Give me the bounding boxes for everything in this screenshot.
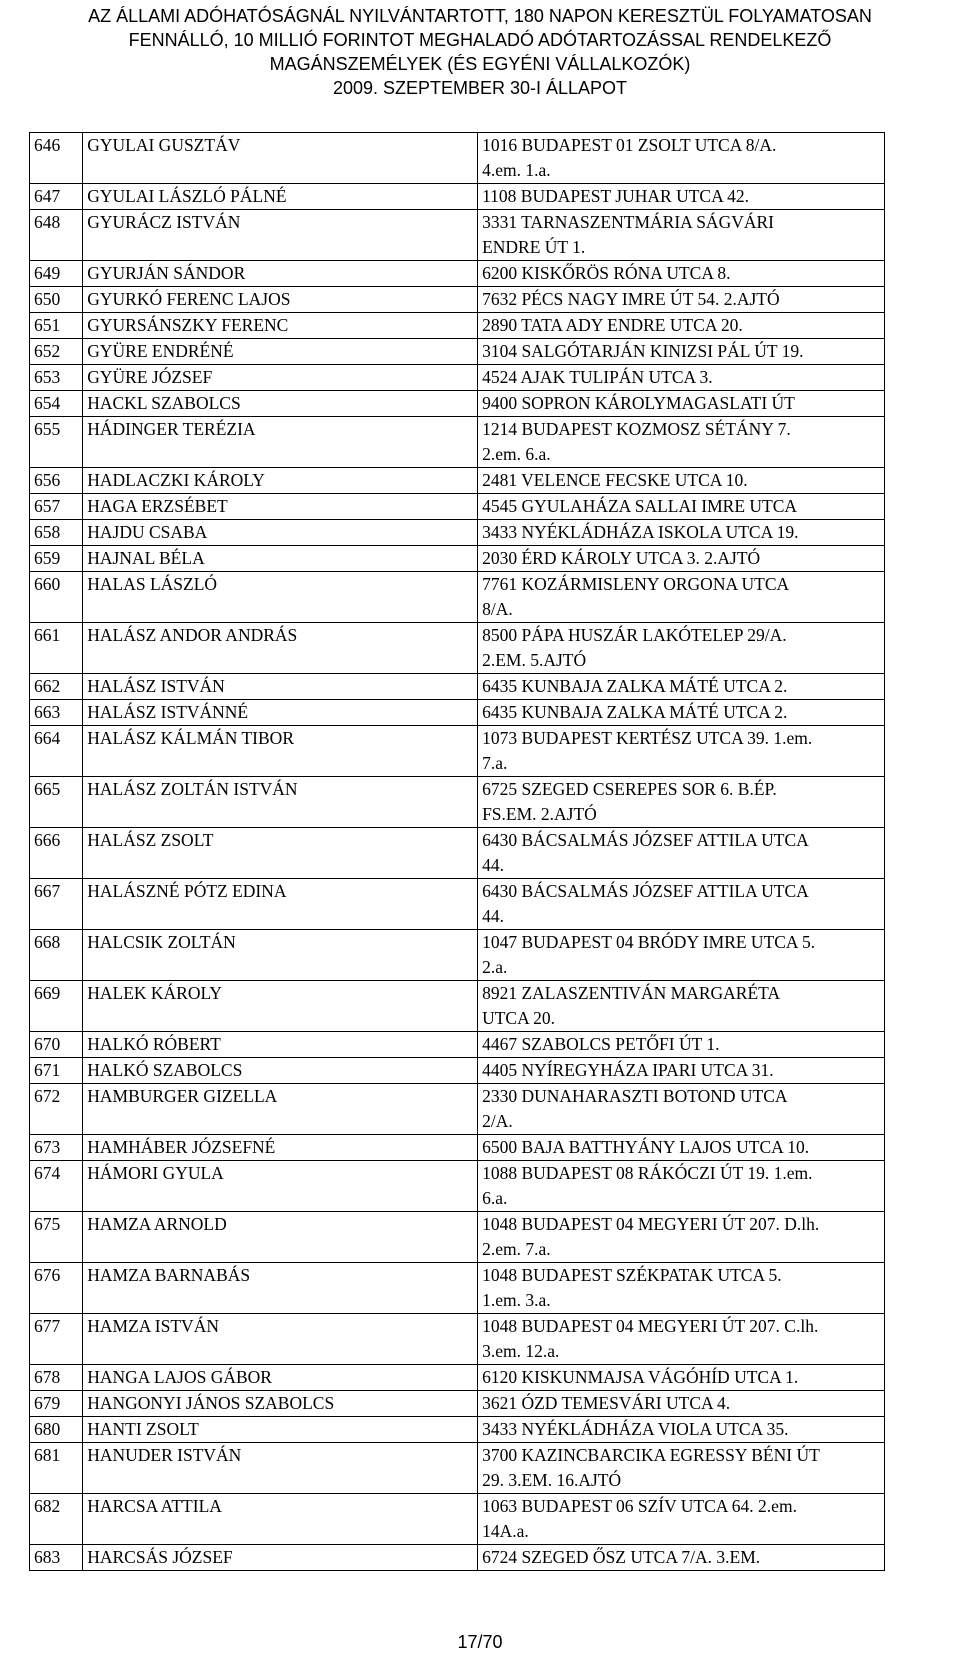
taxpayer-name-text: GYURJÁN SÁNDOR xyxy=(87,263,246,283)
taxpayer-name-text: HADLACZKI KÁROLY xyxy=(87,470,265,490)
row-number xyxy=(30,365,83,391)
address xyxy=(478,287,885,313)
row-number xyxy=(30,287,83,313)
address-line2: 44. xyxy=(482,906,504,926)
address-line2: 3.em. 12.a. xyxy=(482,1341,560,1361)
row-number xyxy=(30,417,83,468)
address xyxy=(478,700,885,726)
taxpayer-name-text: HAMZA ISTVÁN xyxy=(87,1316,219,1336)
row-number xyxy=(30,210,83,261)
taxpayer-name xyxy=(83,1391,478,1417)
address xyxy=(478,468,885,494)
address xyxy=(478,1365,885,1391)
table-row xyxy=(30,1212,885,1263)
address-text: 1048 BUDAPEST 04 MEGYERI ÚT 207. C.lh. xyxy=(482,1316,819,1336)
taxpayer-name-text: HAGA ERZSÉBET xyxy=(87,496,228,516)
row-number-text: 664 xyxy=(34,728,61,748)
taxpayer-name-text: HALÁSZ ANDOR ANDRÁS xyxy=(87,625,298,645)
row-number xyxy=(30,313,83,339)
address-text: 6430 BÁCSALMÁS JÓZSEF ATTILA UTCA xyxy=(482,881,809,901)
address-text: 6435 KUNBAJA ZALKA MÁTÉ UTCA 2. xyxy=(482,676,788,696)
taxpayer-name-text: HALÁSZ ISTVÁN xyxy=(87,676,225,696)
taxpayer-name xyxy=(83,623,478,674)
address xyxy=(478,1263,885,1314)
taxpayer-name xyxy=(83,1058,478,1084)
address-text: 7632 PÉCS NAGY IMRE ÚT 54. 2.AJTÓ xyxy=(482,289,780,309)
address xyxy=(478,546,885,572)
taxpayer-name xyxy=(83,1314,478,1365)
table-row xyxy=(30,1032,885,1058)
address-line2: 2.em. 6.a. xyxy=(482,444,551,464)
address-text: 6725 SZEGED CSEREPES SOR 6. B.ÉP. xyxy=(482,779,777,799)
table-row xyxy=(30,261,885,287)
table-row xyxy=(30,777,885,828)
row-number xyxy=(30,1161,83,1212)
taxpayer-name xyxy=(83,1161,478,1212)
row-number xyxy=(30,1263,83,1314)
taxpayer-name-text: GYÜRE JÓZSEF xyxy=(87,367,213,387)
taxpayer-name-text: HALKÓ SZABOLCS xyxy=(87,1060,243,1080)
taxpayer-name xyxy=(83,133,478,184)
address-line2: 7.a. xyxy=(482,753,508,773)
address-text: 1048 BUDAPEST 04 MEGYERI ÚT 207. D.lh. xyxy=(482,1214,820,1234)
taxpayer-name-text: HALÁSZ KÁLMÁN TIBOR xyxy=(87,728,294,748)
taxpayer-name xyxy=(83,287,478,313)
row-number-text: 674 xyxy=(34,1163,61,1183)
address-text: 8921 ZALASZENTIVÁN MARGARÉTA xyxy=(482,983,781,1003)
table-row xyxy=(30,1545,885,1571)
address-line2: 6.a. xyxy=(482,1188,508,1208)
address-text: 3433 NYÉKLÁDHÁZA VIOLA UTCA 35. xyxy=(482,1419,789,1439)
taxpayer-name-text: HALCSIK ZOLTÁN xyxy=(87,932,236,952)
row-number-text: 659 xyxy=(34,548,61,568)
table-row xyxy=(30,930,885,981)
address-line2: 2/A. xyxy=(482,1111,513,1131)
address-text: 1048 BUDAPEST SZÉKPATAK UTCA 5. xyxy=(482,1265,782,1285)
table-row xyxy=(30,828,885,879)
address-text: 6724 SZEGED ŐSZ UTCA 7/A. 3.EM. xyxy=(482,1547,761,1567)
address-text: 1016 BUDAPEST 01 ZSOLT UTCA 8/A. xyxy=(482,135,777,155)
row-number-text: 679 xyxy=(34,1393,61,1413)
row-number xyxy=(30,828,83,879)
row-number xyxy=(30,1032,83,1058)
table-row xyxy=(30,623,885,674)
taxpayer-name-text: GYULAI GUSZTÁV xyxy=(87,135,241,155)
address-line2: 1.em. 3.a. xyxy=(482,1290,551,1310)
address-line2: ENDRE ÚT 1. xyxy=(482,237,586,257)
taxpayer-name xyxy=(83,1212,478,1263)
address xyxy=(478,1032,885,1058)
table-row xyxy=(30,494,885,520)
row-number xyxy=(30,1443,83,1494)
row-number-text: 663 xyxy=(34,702,61,722)
taxpayer-name xyxy=(83,1084,478,1135)
taxpayer-name xyxy=(83,365,478,391)
row-number-text: 666 xyxy=(34,830,61,850)
taxpayer-name xyxy=(83,313,478,339)
taxpayer-name xyxy=(83,261,478,287)
address-text: 6120 KISKUNMAJSA VÁGÓHÍD UTCA 1. xyxy=(482,1367,799,1387)
taxpayer-name xyxy=(83,1443,478,1494)
taxpayer-name xyxy=(83,546,478,572)
address-text: 3621 ÓZD TEMESVÁRI UTCA 4. xyxy=(482,1393,731,1413)
taxpayer-name-text: HALKÓ RÓBERT xyxy=(87,1034,221,1054)
address xyxy=(478,1084,885,1135)
taxpayer-name-text: GYÜRE ENDRÉNÉ xyxy=(87,341,234,361)
address xyxy=(478,313,885,339)
taxpayer-name-text: HANTI ZSOLT xyxy=(87,1419,199,1439)
address-text: 1073 BUDAPEST KERTÉSZ UTCA 39. 1.em. xyxy=(482,728,813,748)
table-row xyxy=(30,546,885,572)
row-number xyxy=(30,339,83,365)
taxpayer-name xyxy=(83,674,478,700)
address-text: 4467 SZABOLCS PETŐFI ÚT 1. xyxy=(482,1034,720,1054)
row-number-text: 673 xyxy=(34,1137,61,1157)
address-text: 4545 GYULAHÁZA SALLAI IMRE UTCA xyxy=(482,496,798,516)
table-row xyxy=(30,210,885,261)
row-number-text: 649 xyxy=(34,263,61,283)
table-row xyxy=(30,1365,885,1391)
table-row xyxy=(30,1084,885,1135)
row-number-text: 667 xyxy=(34,881,61,901)
address xyxy=(478,417,885,468)
taxpayer-name xyxy=(83,1263,478,1314)
table-row xyxy=(30,1443,885,1494)
address xyxy=(478,1135,885,1161)
address-text: 8500 PÁPA HUSZÁR LAKÓTELEP 29/A. xyxy=(482,625,787,645)
taxpayer-name xyxy=(83,572,478,623)
row-number-text: 681 xyxy=(34,1445,61,1465)
row-number-text: 648 xyxy=(34,212,61,232)
table-row xyxy=(30,572,885,623)
address-text: 1063 BUDAPEST 06 SZÍV UTCA 64. 2.em. xyxy=(482,1496,797,1516)
row-number-text: 658 xyxy=(34,522,61,542)
row-number xyxy=(30,572,83,623)
taxpayer-name-text: HANUDER ISTVÁN xyxy=(87,1445,242,1465)
address-text: 1108 BUDAPEST JUHAR UTCA 42. xyxy=(482,186,749,206)
address xyxy=(478,1417,885,1443)
header-line: 2009. SZEPTEMBER 30-I ÁLLAPOT xyxy=(332,78,628,98)
row-number-text: 647 xyxy=(34,186,61,206)
table-row xyxy=(30,468,885,494)
address-line2: 44. xyxy=(482,855,504,875)
address-text: 2481 VELENCE FECSKE UTCA 10. xyxy=(482,470,748,490)
row-number-text: 650 xyxy=(34,289,61,309)
taxpayer-name-text: GYULAI LÁSZLÓ PÁLNÉ xyxy=(87,186,287,206)
taxpayer-name xyxy=(83,494,478,520)
address-text: 2330 DUNAHARASZTI BOTOND UTCA xyxy=(482,1086,788,1106)
taxpayer-name-text: HALÁSZNÉ PÓTZ EDINA xyxy=(87,881,287,901)
taxpayer-name-text: GYURKÓ FERENC LAJOS xyxy=(87,289,291,309)
address xyxy=(478,1494,885,1545)
table-row xyxy=(30,674,885,700)
row-number xyxy=(30,726,83,777)
address-text: 6430 BÁCSALMÁS JÓZSEF ATTILA UTCA xyxy=(482,830,809,850)
row-number-text: 653 xyxy=(34,367,61,387)
taxpayer-name xyxy=(83,339,478,365)
table-row xyxy=(30,879,885,930)
row-number-text: 670 xyxy=(34,1034,61,1054)
taxpayer-name-text: HAJNAL BÉLA xyxy=(87,548,205,568)
table-row xyxy=(30,1263,885,1314)
taxpayer-name xyxy=(83,1032,478,1058)
table-row xyxy=(30,1417,885,1443)
row-number xyxy=(30,1545,83,1571)
address-text: 6200 KISKŐRÖS RÓNA UTCA 8. xyxy=(482,263,731,283)
taxpayer-name-text: HAMHÁBER JÓZSEFNÉ xyxy=(87,1137,276,1157)
header-line: AZ ÁLLAMI ADÓHATÓSÁGNÁL NYILVÁNTARTOTT, 180 NAPON KERESZTÜL FOLYAMATOSAN xyxy=(88,6,872,26)
row-number xyxy=(30,1494,83,1545)
row-number xyxy=(30,133,83,184)
row-number xyxy=(30,674,83,700)
header-line: FENNÁLLÓ, 10 MILLIÓ FORINTOT MEGHALADÓ ADÓTARTOZÁSSAL RENDELKEZŐ xyxy=(128,30,832,50)
address xyxy=(478,339,885,365)
row-number-text: 675 xyxy=(34,1214,61,1234)
address-text: 3700 KAZINCBARCIKA EGRESSY BÉNI ÚT xyxy=(482,1445,820,1465)
row-number-text: 683 xyxy=(34,1547,61,1567)
taxpayer-name xyxy=(83,1494,478,1545)
row-number-text: 654 xyxy=(34,393,61,413)
table-row xyxy=(30,133,885,184)
taxpayer-name-text: HAMZA BARNABÁS xyxy=(87,1265,251,1285)
table-row xyxy=(30,391,885,417)
address-line2: 2.a. xyxy=(482,957,508,977)
taxpayer-name-text: HARCSÁS JÓZSEF xyxy=(87,1547,233,1567)
address xyxy=(478,1212,885,1263)
row-number-text: 646 xyxy=(34,135,61,155)
taxpayer-name xyxy=(83,184,478,210)
taxpayer-name-text: GYURÁCZ ISTVÁN xyxy=(87,212,241,232)
address xyxy=(478,879,885,930)
debtor-table-body xyxy=(30,133,885,1571)
address xyxy=(478,261,885,287)
taxpayer-name-text: HALÁSZ ZSOLT xyxy=(87,830,214,850)
address xyxy=(478,981,885,1032)
row-number xyxy=(30,184,83,210)
row-number xyxy=(30,494,83,520)
row-number-text: 651 xyxy=(34,315,61,335)
row-number-text: 669 xyxy=(34,983,61,1003)
address xyxy=(478,520,885,546)
row-number xyxy=(30,1314,83,1365)
taxpayer-name-text: HANGONYI JÁNOS SZABOLCS xyxy=(87,1393,335,1413)
address xyxy=(478,1314,885,1365)
address-text: 4405 NYÍREGYHÁZA IPARI UTCA 31. xyxy=(482,1060,774,1080)
table-row xyxy=(30,313,885,339)
address xyxy=(478,184,885,210)
address-text: 1214 BUDAPEST KOZMOSZ SÉTÁNY 7. xyxy=(482,419,791,439)
row-number xyxy=(30,261,83,287)
row-number xyxy=(30,1084,83,1135)
taxpayer-name xyxy=(83,879,478,930)
row-number xyxy=(30,1417,83,1443)
address xyxy=(478,365,885,391)
taxpayer-name xyxy=(83,520,478,546)
table-row xyxy=(30,1058,885,1084)
taxpayer-name xyxy=(83,468,478,494)
taxpayer-name-text: HACKL SZABOLCS xyxy=(87,393,241,413)
row-number-text: 656 xyxy=(34,470,61,490)
address xyxy=(478,1443,885,1494)
address-text: 6435 KUNBAJA ZALKA MÁTÉ UTCA 2. xyxy=(482,702,788,722)
table-row xyxy=(30,1161,885,1212)
address-line2: 2.em. 7.a. xyxy=(482,1239,551,1259)
address-text: 3104 SALGÓTARJÁN KINIZSI PÁL ÚT 19. xyxy=(482,341,804,361)
address xyxy=(478,210,885,261)
taxpayer-name-text: HANGA LAJOS GÁBOR xyxy=(87,1367,272,1387)
taxpayer-name xyxy=(83,726,478,777)
address-line2: 29. 3.EM. 16.AJTÓ xyxy=(482,1470,622,1490)
address-line2: 2.EM. 5.AJTÓ xyxy=(482,650,587,670)
address-line2: FS.EM. 2.AJTÓ xyxy=(482,804,597,824)
row-number xyxy=(30,623,83,674)
row-number xyxy=(30,981,83,1032)
row-number xyxy=(30,700,83,726)
row-number-text: 661 xyxy=(34,625,61,645)
taxpayer-name-text: HAMZA ARNOLD xyxy=(87,1214,227,1234)
row-number xyxy=(30,1365,83,1391)
address-text: 7761 KOZÁRMISLENY ORGONA UTCA xyxy=(482,574,790,594)
address-text: 9400 SOPRON KÁROLYMAGASLATI ÚT xyxy=(482,393,795,413)
address-line2: 4.em. 1.a. xyxy=(482,160,551,180)
address xyxy=(478,1391,885,1417)
address xyxy=(478,133,885,184)
taxpayer-name-text: HALÁSZ ISTVÁNNÉ xyxy=(87,702,249,722)
row-number xyxy=(30,1135,83,1161)
address-line2: 14A.a. xyxy=(482,1521,529,1541)
taxpayer-name-text: HÁDINGER TERÉZIA xyxy=(87,419,256,439)
taxpayer-name xyxy=(83,1417,478,1443)
address xyxy=(478,777,885,828)
row-number xyxy=(30,1212,83,1263)
taxpayer-name xyxy=(83,391,478,417)
table-row xyxy=(30,1135,885,1161)
address xyxy=(478,726,885,777)
taxpayer-name-text: GYURSÁNSZKY FERENC xyxy=(87,315,289,335)
table-row xyxy=(30,365,885,391)
table-row xyxy=(30,520,885,546)
taxpayer-name xyxy=(83,981,478,1032)
table-row xyxy=(30,1391,885,1417)
taxpayer-name xyxy=(83,700,478,726)
taxpayer-name xyxy=(83,1365,478,1391)
row-number xyxy=(30,930,83,981)
row-number-text: 682 xyxy=(34,1496,61,1516)
address-text: 1088 BUDAPEST 08 RÁKÓCZI ÚT 19. 1.em. xyxy=(482,1163,813,1183)
taxpayer-name-text: HAJDU CSABA xyxy=(87,522,208,542)
page-header xyxy=(0,4,960,100)
row-number xyxy=(30,520,83,546)
address xyxy=(478,930,885,981)
row-number xyxy=(30,391,83,417)
address-line2: 8/A. xyxy=(482,599,513,619)
table-row xyxy=(30,981,885,1032)
address xyxy=(478,572,885,623)
address-text: 3331 TARNASZENTMÁRIA SÁGVÁRI xyxy=(482,212,774,232)
table-row xyxy=(30,184,885,210)
row-number-text: 660 xyxy=(34,574,61,594)
page-number: 17/70 xyxy=(457,1632,503,1652)
row-number-text: 655 xyxy=(34,419,61,439)
table-row xyxy=(30,287,885,313)
address-text: 3433 NYÉKLÁDHÁZA ISKOLA UTCA 19. xyxy=(482,522,799,542)
row-number xyxy=(30,1391,83,1417)
row-number-text: 668 xyxy=(34,932,61,952)
row-number-text: 680 xyxy=(34,1419,61,1439)
taxpayer-name xyxy=(83,930,478,981)
taxpayer-name xyxy=(83,210,478,261)
row-number-text: 672 xyxy=(34,1086,61,1106)
address xyxy=(478,1161,885,1212)
address xyxy=(478,1058,885,1084)
table-row xyxy=(30,700,885,726)
table-row xyxy=(30,1314,885,1365)
row-number-text: 677 xyxy=(34,1316,61,1336)
row-number xyxy=(30,879,83,930)
row-number-text: 657 xyxy=(34,496,61,516)
row-number xyxy=(30,468,83,494)
address xyxy=(478,391,885,417)
row-number-text: 662 xyxy=(34,676,61,696)
taxpayer-name-text: HALÁSZ ZOLTÁN ISTVÁN xyxy=(87,779,298,799)
address-line2: UTCA 20. xyxy=(482,1008,556,1028)
taxpayer-name xyxy=(83,1135,478,1161)
table-row xyxy=(30,1494,885,1545)
address-text: 6500 BAJA BATTHYÁNY LAJOS UTCA 10. xyxy=(482,1137,810,1157)
row-number-text: 671 xyxy=(34,1060,61,1080)
row-number-text: 676 xyxy=(34,1265,61,1285)
address xyxy=(478,494,885,520)
table-row xyxy=(30,726,885,777)
taxpayer-name-text: HALEK KÁROLY xyxy=(87,983,223,1003)
table-row xyxy=(30,417,885,468)
taxpayer-name xyxy=(83,417,478,468)
row-number-text: 652 xyxy=(34,341,61,361)
row-number-text: 665 xyxy=(34,779,61,799)
address-text: 1047 BUDAPEST 04 BRÓDY IMRE UTCA 5. xyxy=(482,932,816,952)
row-number xyxy=(30,777,83,828)
table-row xyxy=(30,339,885,365)
address xyxy=(478,828,885,879)
address xyxy=(478,1545,885,1571)
row-number-text: 678 xyxy=(34,1367,61,1387)
taxpayer-name xyxy=(83,777,478,828)
debtor-table xyxy=(29,132,885,1571)
taxpayer-name xyxy=(83,1545,478,1571)
address-text: 4524 AJAK TULIPÁN UTCA 3. xyxy=(482,367,713,387)
taxpayer-name xyxy=(83,828,478,879)
address-text: 2890 TATA ADY ENDRE UTCA 20. xyxy=(482,315,743,335)
header-line: MAGÁNSZEMÉLYEK (ÉS EGYÉNI VÁLLALKOZÓK) xyxy=(269,54,691,74)
row-number xyxy=(30,546,83,572)
taxpayer-name-text: HÁMORI GYULA xyxy=(87,1163,224,1183)
row-number xyxy=(30,1058,83,1084)
taxpayer-name-text: HAMBURGER GIZELLA xyxy=(87,1086,278,1106)
taxpayer-name-text: HARCSA ATTILA xyxy=(87,1496,222,1516)
address xyxy=(478,623,885,674)
address xyxy=(478,674,885,700)
address-text: 2030 ÉRD KÁROLY UTCA 3. 2.AJTÓ xyxy=(482,548,761,568)
taxpayer-name-text: HALAS LÁSZLÓ xyxy=(87,574,218,594)
